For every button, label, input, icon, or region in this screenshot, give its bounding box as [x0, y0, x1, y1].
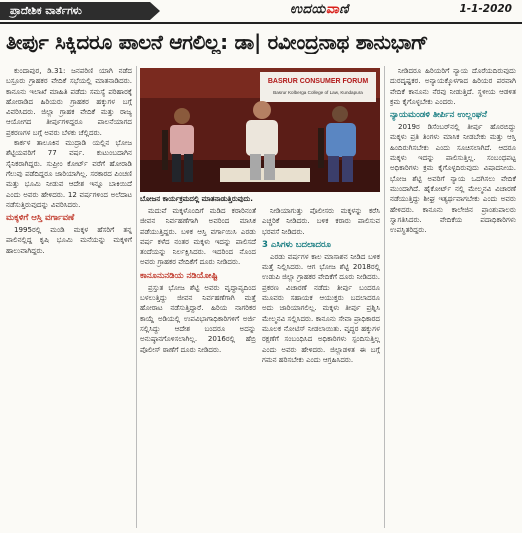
- paragraph: ನೀಡಿಯಾಗುತ್ತು ಪೊಲೀಸರು ಮಕ್ಕಳನ್ನು ಕರೆಸಿ ಎಚ್ಚರಿಕೆ ನೀಡಿದರು. ಬಳಿಕ ಕರಾರು ಪಾಲಿಸುವ ಭರವಸೆ ನೀಡಿದರು.: [262, 206, 380, 236]
- top-bar: [0, 0, 522, 22]
- column-divider: [136, 66, 137, 528]
- banner-subtitle: Basrur Kolberga College of Law, Kundapura: [273, 90, 363, 95]
- banner-title: BASRUR CONSUMER FORUM: [267, 78, 369, 85]
- subheading: ಮಕ್ಕಳಿಗೆ ಆಸ್ತಿ ವರ್ಗಾವಣೆ: [6, 213, 75, 224]
- paragraph: ಎರಡು ವರ್ಷಗಳ ಕಾಲ ಮಾಸಾಶನ ನೀಡಿದ ಬಳಿಕ ಮತ್ತೆ ನಿಲ್ಲಿಸಿದರು. ಆಗ ಭೋಜ ಶೆಟ್ಟಿ 2018ರಲ್ಲಿ ಉಡುಪಿ ಜಿಲ್ಲಾ ಗ್ರಾಹಕರ ವೇದಿಕೆಗೆ ದೂರು ನೀಡಿದರು. ಪ್ರಕರಣ ವಿಚಾರಣೆ ನಡೆದು ತೀರ್ಪು ಬಂದರೂ ಮೂವರು ಸಹಾಯಕ ಆಯುಕ್ತರು ಬದಲಾದರೂ ಅದು ಜಾರಿಯಾಗಲಿಲ್ಲ. ಮಕ್ಕಳು ತೀರ್ಪು ಪ್ರಶ್ನಿಸಿ ಮೇಲ್ಮನವಿ ಸಲ್ಲಿಸಿದರು. ಕಾನೂನು ಸೇವಾ ಪ್ರಾಧಿಕಾರದ ಮೂಲಕ ನೋಟಿಸ್ ನೀಡಲಾಯಿತು. ವೃದ್ಧರ ಹಕ್ಕುಗಳ ರಕ್ಷಣೆಗೆ ಸಂಬಂಧಿಸಿದ ಅಧಿಕಾರಿಗಳು ಸ್ಪಂದಿಸುತ್ತಿಲ್ಲ ಎಂದು ಅವರು ಹೇಳಿದರು. ಜಿಲ್ಲಾಡಳಿತ ಈ ಬಗ್ಗೆ ಗಮನ ಹರಿಸಬೇಕು ಎಂದು ಆಗ್ರಹಿಸಿದರು.: [262, 251, 380, 364]
- paragraph: ಕಾರ್ಕಳ ತಾಲೂಕಿನ ಮುದ್ರಾಡಿ ಯಲ್ಲಿನ ಭೋಜ ಶೆಟ್ಟಿಯವರಿಗೆ 77 ವರ್ಷ. ಕುಟುಂಬದಾಗಿನ ಸೈನಿಕರಾಗಿದ್ದರು. ಸುಪ್ರೀಂ ಕೋರ್ಟ್ ವರೆಗೆ ಹೋರಾಡಿ ಗೆಲುವು ಪಡೆದಿದ್ದರೂ ಜಾರಿಯಾಗಿಲ್ಲ. ಸರಕಾರದ ಪಿಂಚಣಿ ಮತ್ತು ಭೂಮಿ ನೀಡುವ ಆದೇಶ ಇನ್ನೂ ಬಾಕಿಯಿದೆ ಎಂದು ಅವರು ಹೇಳಿದರು. 12 ವರ್ಷಗಳಿಂದ ಅಲೆದಾಟ ನಡೆಸುತ್ತಿರುವುದನ್ನು ವಿವರಿಸಿದರು.: [6, 138, 132, 209]
- subheading: ಕಾನೂನುನಡಿಯ ನಡಿಯೋಷ್ಟಿ: [140, 270, 218, 281]
- newspaper-masthead: [290, 2, 349, 17]
- column-1: [6, 66, 132, 528]
- subheading: ನ್ಯಾಯಮಂಡಳಿ ತೀರ್ಪಿನ ಉಲ್ಲಂಘನೆ: [390, 110, 487, 121]
- photo-illustration: [140, 68, 380, 192]
- column-2: [140, 206, 256, 528]
- masthead-accent: ವ: [325, 2, 340, 17]
- photo-caption: ಬೋಜನ ಕಾರ್ಯಕ್ರಮದಲ್ಲಿ ಮಾತನಾಡುತ್ತಿರುವುದು.: [140, 195, 253, 203]
- paragraph: ಕುಂದಾಪುರ, ಡಿ.31: ಜನಪರಿಣಿ ಯಾಗಿ ನಡೆದ ಬಸ್ರೂರು ಗ್ರಾಹಕರ ವೇದಿಕೆ ಸಭೆಯಲ್ಲಿ ಮಾತನಾಡಿದರು. ಕಾನೂನು ಇಲಾಖೆ ಮಾಹಿತಿ ಪಡೆದು ಸಮಸ್ಯೆ ಪರಿಹಾರಕ್ಕೆ ಹೋರಾಡಿದ ಹಿರಿಯರು ಗ್ರಾಹಕರ ಹಕ್ಕುಗಳ ಬಗ್ಗೆ ವಿವರಿಸಿದರು. ಜಿಲ್ಲಾ ಗ್ರಾಹಕ ವೇದಿಕೆ ಮತ್ತು ರಾಜ್ಯ ಆಯೋಗದ ತೀರ್ಪುಗಳಿದ್ದರೂ ಪಾಲನೆಯಾಗದ ಪ್ರಕರಣಗಳ ಬಗ್ಗೆ ಅವರು ಬೆಳಕು ಚೆಲ್ಲಿದರು.: [6, 66, 132, 137]
- column-3: [262, 206, 380, 528]
- masthead-suffix: ಾಣಿ: [339, 2, 350, 17]
- paragraph: 1995ರಲ್ಲಿ ಮಂಡಿ ಮಕ್ಕಳ ಹೆಸರಿಗೆ ತನ್ನ ಪಾಲಿನಲ್ಲಿದ್ದ ಕೃಷಿ ಭೂಮಿ ಮನೆಯನ್ನು ಮಕ್ಕಳಿಗೆ ಹಾಲುವಾಗಿದ್ದರು.: [6, 225, 132, 255]
- paragraph: ಪ್ರಸ್ತುತ ಭೋಜ ಶೆಟ್ಟಿ ಅವರು ವೃದ್ಧಾಪ್ಯದಿಂದ ಬಳಲುತ್ತಿದ್ದು ಜೀವನ ನಿರ್ವಹಣೆಗಾಗಿ ಮತ್ತೆ ಹೋರಾಟ ನಡೆಸುತ್ತಿದ್ದಾರೆ. ಹಿರಿಯ ನಾಗರಿಕರ ಕಾಯ್ದೆ ಅಡಿಯಲ್ಲಿ ಉಪವಿಭಾಗಾಧಿಕಾರಿಗಳಿಗೆ ಅರ್ಜಿ ಸಲ್ಲಿಸಿದ್ದು ಆದೇಶ ಬಂದರೂ ಅದನ್ನು ಅನುಷ್ಠಾನಗೊಳಿಸಲಾಗಿಲ್ಲ. 2016ರಲ್ಲಿ ಹೆಬ್ರಿ ಪೊಲೀಸ್ ಠಾಣೆಗೆ ದೂರು ನೀಡಿದರು.: [140, 282, 256, 354]
- paragraph: 2019ರ ಡಿಸೆಂಬರ್‌ನಲ್ಲಿ ತೀರ್ಪು ಹೊರಬಿದ್ದು ಮಕ್ಕಳು ಪ್ರತಿ ತಿಂಗಳು ಮಾಸಿಕ ನೀಡಬೇಕು ಮತ್ತು ಆಸ್ತಿ ಹಿಂದಿರುಗಿಸಬೇಕು ಎಂದು ಸೂಚಿಸಲಾಗಿದೆ. ಆದರೂ ಮಕ್ಕಳು ಇದನ್ನು ಪಾಲಿಸುತ್ತಿಲ್ಲ. ಸಂಬಂಧಪಟ್ಟ ಅಧಿಕಾರಿಗಳು ಕ್ರಮ ಕೈಗೊಳ್ಳದಿರುವುದು ವಿಷಾದನೀಯ. ಭೋಜ ಶೆಟ್ಟಿ ಅವರಿಗೆ ನ್ಯಾಯ ಒದಗಿಸಲು ವೇದಿಕೆ ಮುಂದಾಗಿದೆ. ಹೈಕೋರ್ಟ್ ನಲ್ಲಿ ಮೇಲ್ಮನವಿ ವಿಚಾರಣೆ ನಡೆಯುತ್ತಿದ್ದು ಶೀಘ್ರ ಇತ್ಯರ್ಥವಾಗಬೇಕು ಎಂದು ಅವರು ಹೇಳಿದರು. ಕಾನೂನು ಕಾಲೇಜಿನ ಪ್ರಾಂಶುಪಾಲರು ಸ್ವಾಗತಿಸಿದರು. ವೇದಿಕೆಯ ಪದಾಧಿಕಾರಿಗಳು ಉಪಸ್ಥಿತರಿದ್ದರು.: [390, 122, 516, 235]
- section-label: ಪ್ರಾದೇಶಿಕ ವಾರ್ತೆಗಳು: [0, 2, 150, 20]
- masthead-prefix: ಉದಯ: [290, 2, 326, 17]
- header-rule: [0, 22, 522, 24]
- column-4: [390, 66, 516, 528]
- paragraph: ನೀಡಿದರೂ ಹಿರಿಯರಿಗೆ ನ್ಯಾಯ ದೊರೆಯದಿರುವುದು ದುರದೃಷ್ಟಕರ. ಅನ್ಯಾಯಕ್ಕೊಳಗಾದ ಹಿರಿಯರ ಪರವಾಗಿ ವೇದಿಕೆ ಕಾನೂನು ನೆರವು ನೀಡುತ್ತಿದೆ. ಸ್ಥಳೀಯ ಆಡಳಿತ ಕ್ರಮ ಕೈಗೊಳ್ಳಬೇಕು ಎಂದರು.: [390, 66, 516, 106]
- paragraph: ಮದುವೆ ಮಕ್ಕಳೊಂದಿಗೆ ಮಡಿದ ಕರಾರಿನಂತೆ ಜೀವನ ನಿರ್ವಹಣೆಗಾಗಿ ಅವರಿಂದ ಮಾಸಿಕ ಪಡೆಯುತ್ತಿದ್ದರು. ಬಳಿಕ ಆಸ್ತಿ ವರ್ಗಾಯಿಸಿ ಎರಡು ವರ್ಷ ಕಳೆದ ನಂತರ ಮಕ್ಕಳು ಇದನ್ನು ಪಾಲಿಸದೆ ತಂದೆಯನ್ನು ನಿರ್ಲಕ್ಷಿಸಿದರು. ಇದರಿಂದ ನೊಂದ ಅವರು ಗ್ರಾಹಕರ ವೇದಿಕೆಗೆ ದೂರು ನೀಡಿದರು.: [140, 206, 256, 267]
- column-divider: [384, 66, 385, 528]
- issue-date: 1-1-2020: [459, 3, 512, 15]
- page-headline: ತೀರ್ಪು ಸಿಕ್ಕಿದರೂ ಪಾಲನೆ ಆಗಲಿಲ್ಲ: ಡಾ| ರವೀಂದ್ರನಾಥ ಶಾನುಭಾಗ್: [6, 30, 429, 54]
- subheading: 3 ಎಸಿಗಳು ಬದಲಾದರೂ: [262, 239, 331, 250]
- event-photo: [140, 68, 380, 192]
